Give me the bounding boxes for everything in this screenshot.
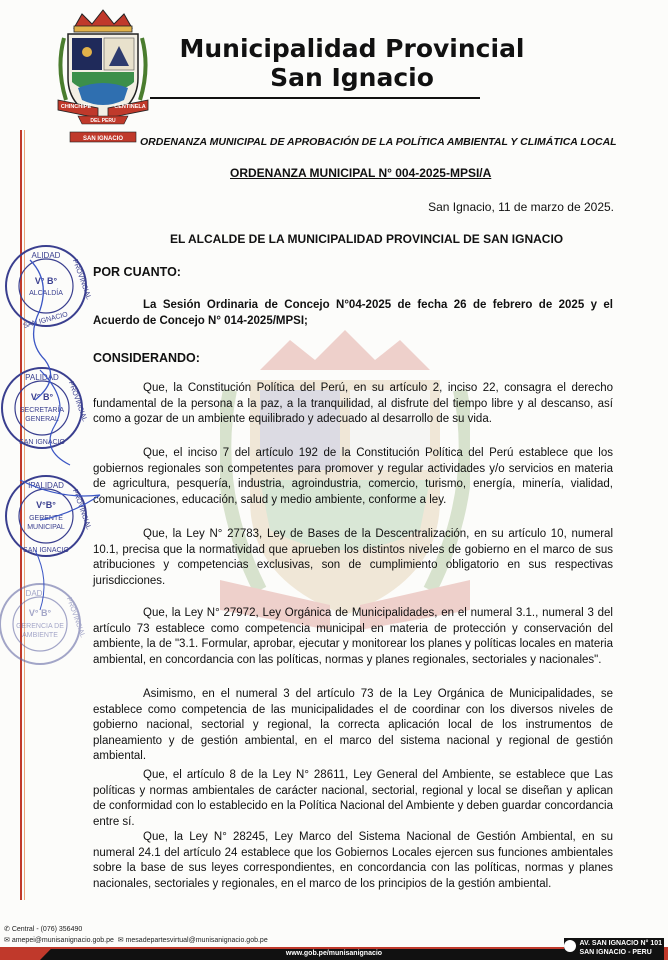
footer-emails [4,935,268,946]
footer-email-2[interactable]: mesadepartesvirtual@munisanignacio.gob.pe [125,937,268,944]
issuer-heading: EL ALCALDE DE LA MUNICIPALIDAD PROVINCIAL DE SAN IGNACIO [170,232,564,246]
stamp-4-right: PROVINCIAL [64,596,86,639]
ordinance-number: ORDENANZA MUNICIPAL N° 004-2025-MPSI/A [230,166,492,180]
crest-ribbon-right: CENTINELA [114,104,146,110]
stamp-3-top: IPALIDAD [28,481,64,490]
ordinance-subtitle: ORDENANZA MUNICIPAL DE APROBACIÓN DE LA POLÍTICA AMBIENTAL Y CLIMÁTICA LOCAL [140,136,617,148]
stamp-4-line1: V° B° [28,608,52,618]
title-line-2: San Ignacio [270,63,434,92]
footer-email-1[interactable]: amepei@munisanignacio.gob.pe [11,937,114,944]
stamp-1-top: ALIDAD [31,251,61,260]
footer-address [579,939,662,957]
title-underline [150,97,480,99]
stamp-2-line3: GENERAL [25,416,59,423]
por-cuanto-paragraph: La Sesión Ordinaria de Concejo N°04-2025 de fecha 26 de febrero de 2025 y el Acuerdo de Concejo N° 014-2025/MPSI; [93,299,613,327]
stamp-4-line3: AMBIENTE [22,632,58,639]
crest-base-label: SAN IGNACIO [82,136,124,142]
page-title [172,34,532,92]
stamp-2-line2: SECRETARÍA [19,407,65,414]
considerando-paragraph-5: Asimismo, en el numeral 3 del artículo 73 de la Ley Orgánica de Municipalidades, se establece como competencia de las municipalidades el de coordinar con los diversos niveles de gobierno nacional, sectorial y regional, la correcta aplicación local de los instrumentos de planeamiento y de gestión ambiental, en el marco del sistema nacional y regional de gestión ambiental. [93,688,613,763]
phone-icon: ✆ [4,926,12,933]
handwritten-signatures [0,250,120,630]
por-cuanto-heading: POR CUANTO: [93,265,181,279]
crest-ribbon-mid: DEL PERU [90,118,116,124]
stamp-3-bottom: SAN IGNACIO [23,547,69,554]
stamp-1-right: PROVINCIAL [70,258,92,301]
footer-website[interactable]: www.gob.pe/munisanignacio [285,950,383,957]
considerando-paragraph-4: Que, la Ley N° 27972, Ley Orgánica de Municipalidades, en el numeral 3.1., numeral 3 del artículo 73 establece como competencia municipal en materia de protección y conservación del ambiente, la de "3.1. Formular, aprobar, ejecutar y monitorear los planes y políticas locales en materia ambiental, en concordancia con las políticas, normas y planes regionales, sectoriales y nacionales". [93,607,613,666]
email-icon-2: ✉ [117,937,126,944]
document-date: San Ignacio, 11 de marzo de 2025. [428,200,614,214]
crest-ribbon-left: CHINCHIPE [60,104,92,110]
stamp-2-bottom: SAN IGNACIO [19,439,65,446]
footer-phone-text: Central - (076) 356490 [11,926,83,933]
stamp-2-right: PROVINCIAL [66,380,88,423]
considerando-paragraph-1: Que, la Constitución Política del Perú, en su artículo 2, inciso 22, consagra el derecho fundamental de la persona a la paz, a la tranquilidad, al disfrute del tiempo libre y al descanso, así como a gozar de un ambiente equilibrado y adecuado al desarrollo de su vida. [93,382,613,426]
stamp-3-line1: V°B° [36,500,56,510]
footer-address-line1: AV. SAN IGNACIO N° 101 [579,940,662,947]
footer-address-line2: SAN IGNACIO - PERU [579,949,652,956]
considerando-heading: CONSIDERANDO: [93,351,200,365]
stamp-1-line2: ALCALDÍA [29,290,63,297]
stamp-4-top: DAD [25,589,43,598]
location-pin-icon [564,940,576,952]
title-line-1: Municipalidad Provincial [179,34,525,63]
stamp-3-line2: GERENTE [29,515,63,522]
stamp-3-line3: MUNICIPAL [27,524,65,531]
footer-contacts [4,924,268,946]
considerando-paragraph-3: Que, la Ley N° 27783, Ley de Bases de la Descentralización, en su artículo 10, numeral 10.1, precisa que la normatividad que aprueben los distintos niveles de gobierno en el marco de sus atribuciones y competencias exclusivas, son de cumplimiento obligatorio en sus respectivas jurisdicciones. [93,528,613,587]
stamp-3-right: PROVINCIAL [70,488,92,531]
considerando-paragraph-7: Que, la Ley N° 28245, Ley Marco del Sistema Nacional de Gestión Ambiental, en su numeral 24.1 del artículo 24 establece que los Gobiernos Locales ejercen sus funciones ambientales sobre la base de sus leyes correspondientes, en concordancia con las políticas, normas y planes nacionales, sectoriales y regionales, en el marco de los principios de la gestión ambiental. [93,831,613,890]
stamp-4-line2: GERENCIA DE [16,623,64,630]
stamp-2-top: PALIDAD [25,373,59,382]
considerando-paragraph-6: Que, el artículo 8 de la Ley N° 28611, Ley General del Ambiente, se establece que Las políticas y normas ambientales de carácter nacional, sectorial, regional y local se diseñan y aplican de conformidad con lo establecido en la Política Nacional del Ambiente y deben guardar concordancia entre sí. [93,769,613,828]
municipal-crest-logo [54,8,152,148]
stamp-1-bottom: SAN IGNACIO [22,311,69,330]
email-icon: ✉ [4,937,12,944]
stamp-1-line1: V° B° [34,276,58,286]
footer-phone [4,924,268,935]
stamp-2-line1: V° B° [30,392,54,402]
considerando-paragraph-2: Que, el inciso 7 del artículo 192 de la Constitución Política del Perú establece que los gobiernos regionales son competentes para promover y regular actividades y/o servicios en materia de agricultura, pesquería, industria, agroindustria, comercio, turismo, energía, minería, vialidad, comunicaciones, educación, salud y medio ambiente, conforme a ley. [93,447,613,506]
